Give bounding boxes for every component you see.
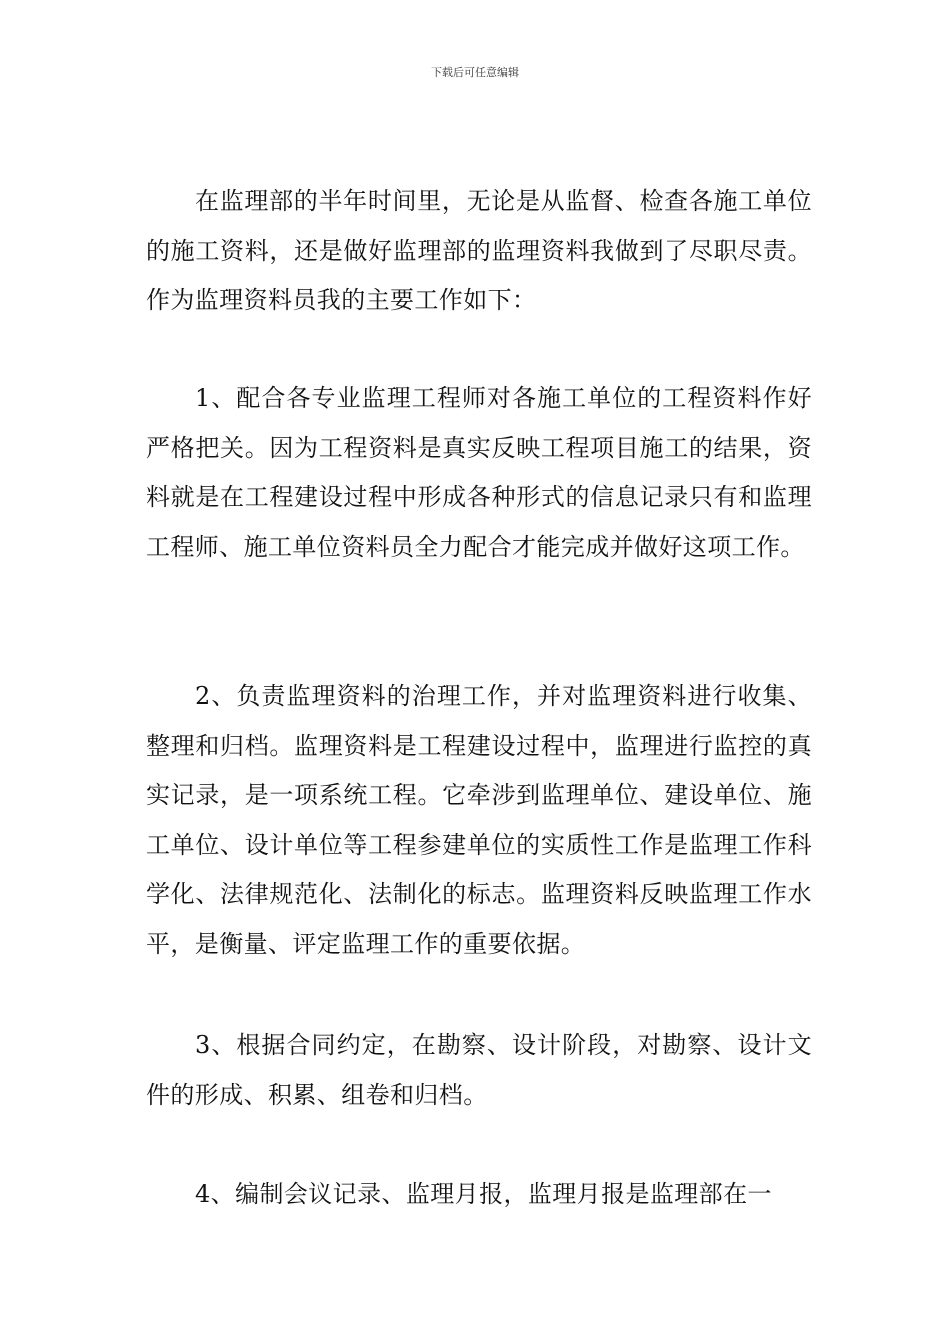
paragraph-intro: 在监理部的半年时间里，无论是从监督、检查各施工单位的施工资料，还是做好监理部的监理资料我做到了尽职尽责。作为监理资料员我的主要工作如下： bbox=[146, 187, 812, 314]
header-note: 下载后可任意编辑 bbox=[431, 66, 519, 79]
paragraph-item-1: 1、配合各专业监理工程师对各施工单位的工程资料作好严格把关。因为工程资料是真实反映工程项目施工的结果，资料就是在工程建设过程中形成各种形式的信息记录只有和监理工程师、施工单位资料员全力配合才能完成并做好这项工作。 bbox=[146, 384, 812, 561]
paragraph-item-3: 3、根据合同约定，在勘察、设计阶段，对勘察、设计文件的形成、积累、组卷和归档。 bbox=[146, 1031, 812, 1109]
paragraph-item-4: 4、编制会议记录、监理月报，监理月报是监理部在一 bbox=[195, 1180, 772, 1208]
paragraph-item-2: 2、负责监理资料的治理工作，并对监理资料进行收集、整理和归档。监理资料是工程建设过程中，监理进行监控的真实记录，是一项系统工程。它牵涉到监理单位、建设单位、施工单位、设计单位等工程参建单位的实质性工作是监理工作科学化、法律规范化、法制化的标志。监理资料反映监理工作水平，是衡量、评定监理工作的重要依据。 bbox=[146, 682, 812, 958]
